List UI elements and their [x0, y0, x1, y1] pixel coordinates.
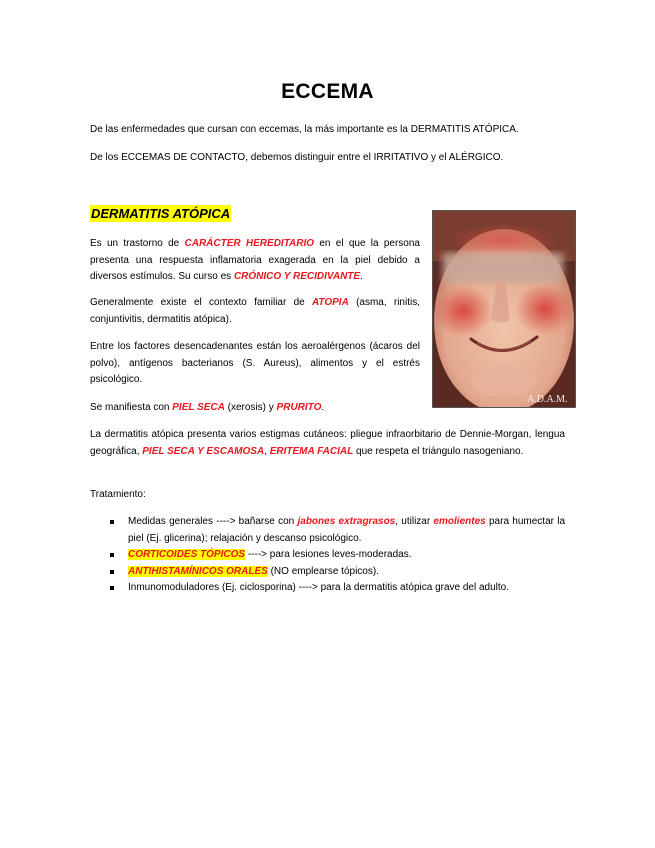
- text-span: ,: [264, 445, 270, 457]
- emphasis-corticoides: CORTICOIDES TÓPICOS: [128, 549, 246, 560]
- emphasis-prurito: PRURITO: [276, 402, 322, 413]
- text-span: Generalmente existe el contexto familiar de: [90, 297, 312, 308]
- emphasis-emolientes: emolientes: [433, 516, 486, 527]
- paragraph-factores: Entre los factores desencadenantes están los aeroalérgenos (ácaros del polvo), antígenos bacterianos (S. Aureus), alimentos y el estrés psicológico.: [90, 341, 420, 385]
- emphasis-atopia: ATOPIA: [311, 297, 349, 308]
- intro-paragraph-2: De los ECCEMAS DE CONTACTO, debemos distinguir entre el IRRITATIVO y el ALÉRGICO.: [90, 152, 504, 163]
- face-illustration: [433, 211, 575, 407]
- bullet-icon: [110, 553, 114, 557]
- intro-paragraph-1: De las enfermedades que cursan con eccemas, la más importante es la DERMATITIS ATÓPICA.: [90, 124, 519, 135]
- list-item: [110, 564, 565, 581]
- text-span: Es un trastorno de: [90, 238, 185, 249]
- text-span: en el que la persona presenta una respuesta inflamatoria exagerada en la piel debido a diversos estímulos. Su curso es: [90, 238, 420, 282]
- paragraph-estigmas: [90, 427, 565, 460]
- bullet-icon: [110, 520, 114, 524]
- page-title: ECCEMA: [281, 80, 374, 103]
- face-photo: [432, 210, 576, 408]
- bullet-icon: [110, 570, 114, 574]
- emphasis-piel-seca-escamosa: PIEL SECA Y ESCAMOSA: [142, 445, 265, 457]
- paragraph-tratamiento: Tratamiento:: [90, 489, 146, 500]
- emphasis-eritema-facial: ERITEMA FACIAL: [269, 445, 354, 457]
- emphasis-piel-seca: PIEL SECA: [172, 402, 225, 413]
- treatment-list: [110, 514, 565, 597]
- paragraph-manifestacion: [90, 400, 420, 417]
- text-span: .: [321, 402, 325, 413]
- paragraph-definition: [90, 236, 420, 286]
- text-span: que respeta el triángulo nasogeniano.: [353, 445, 524, 457]
- list-item: [110, 580, 565, 597]
- emphasis-hereditario: CARÁCTER HEREDITARIO: [184, 238, 315, 249]
- list-item: [110, 547, 565, 564]
- bullet-icon: [110, 586, 114, 590]
- text-span: , utilizar: [395, 516, 434, 527]
- emphasis-cronico: CRÓNICO Y RECIDIVANTE: [233, 271, 361, 282]
- section-heading: DERMATITIS ATÓPICA: [91, 206, 231, 221]
- text-span: (NO emplearse tópicos).: [267, 565, 379, 577]
- emphasis-jabones: jabones extragrasos: [297, 516, 396, 527]
- text-span: (xerosis) y: [224, 402, 277, 413]
- text-span: ----> para lesiones leves-moderadas.: [245, 549, 412, 560]
- text-span: para humectar la piel (Ej. glicerina); relajación y descanso psicológico.: [128, 516, 566, 544]
- list-item: [110, 514, 565, 547]
- photo-watermark: A.D.A.M.: [527, 394, 568, 405]
- paragraph-atopia: [90, 295, 420, 328]
- text-span: .: [360, 271, 363, 282]
- emphasis-antihistaminicos: ANTIHISTAMÍNICOS ORALES: [128, 565, 268, 577]
- text-span: Se manifiesta con: [90, 402, 173, 413]
- text-span: Medidas generales ----> bañarse con: [128, 516, 298, 527]
- text-span: Inmunomoduladores (Ej. ciclosporina) ----> para la dermatitis atópica grave del adulto.: [128, 582, 510, 593]
- text-span: La dermatitis atópica presenta varios estigmas cutáneos: pliegue infraorbitario de Dennie-Morgan, lengua geográfica,: [90, 429, 565, 457]
- text-span: (asma, rinitis, conjuntivitis, dermatitis atópica).: [90, 297, 420, 325]
